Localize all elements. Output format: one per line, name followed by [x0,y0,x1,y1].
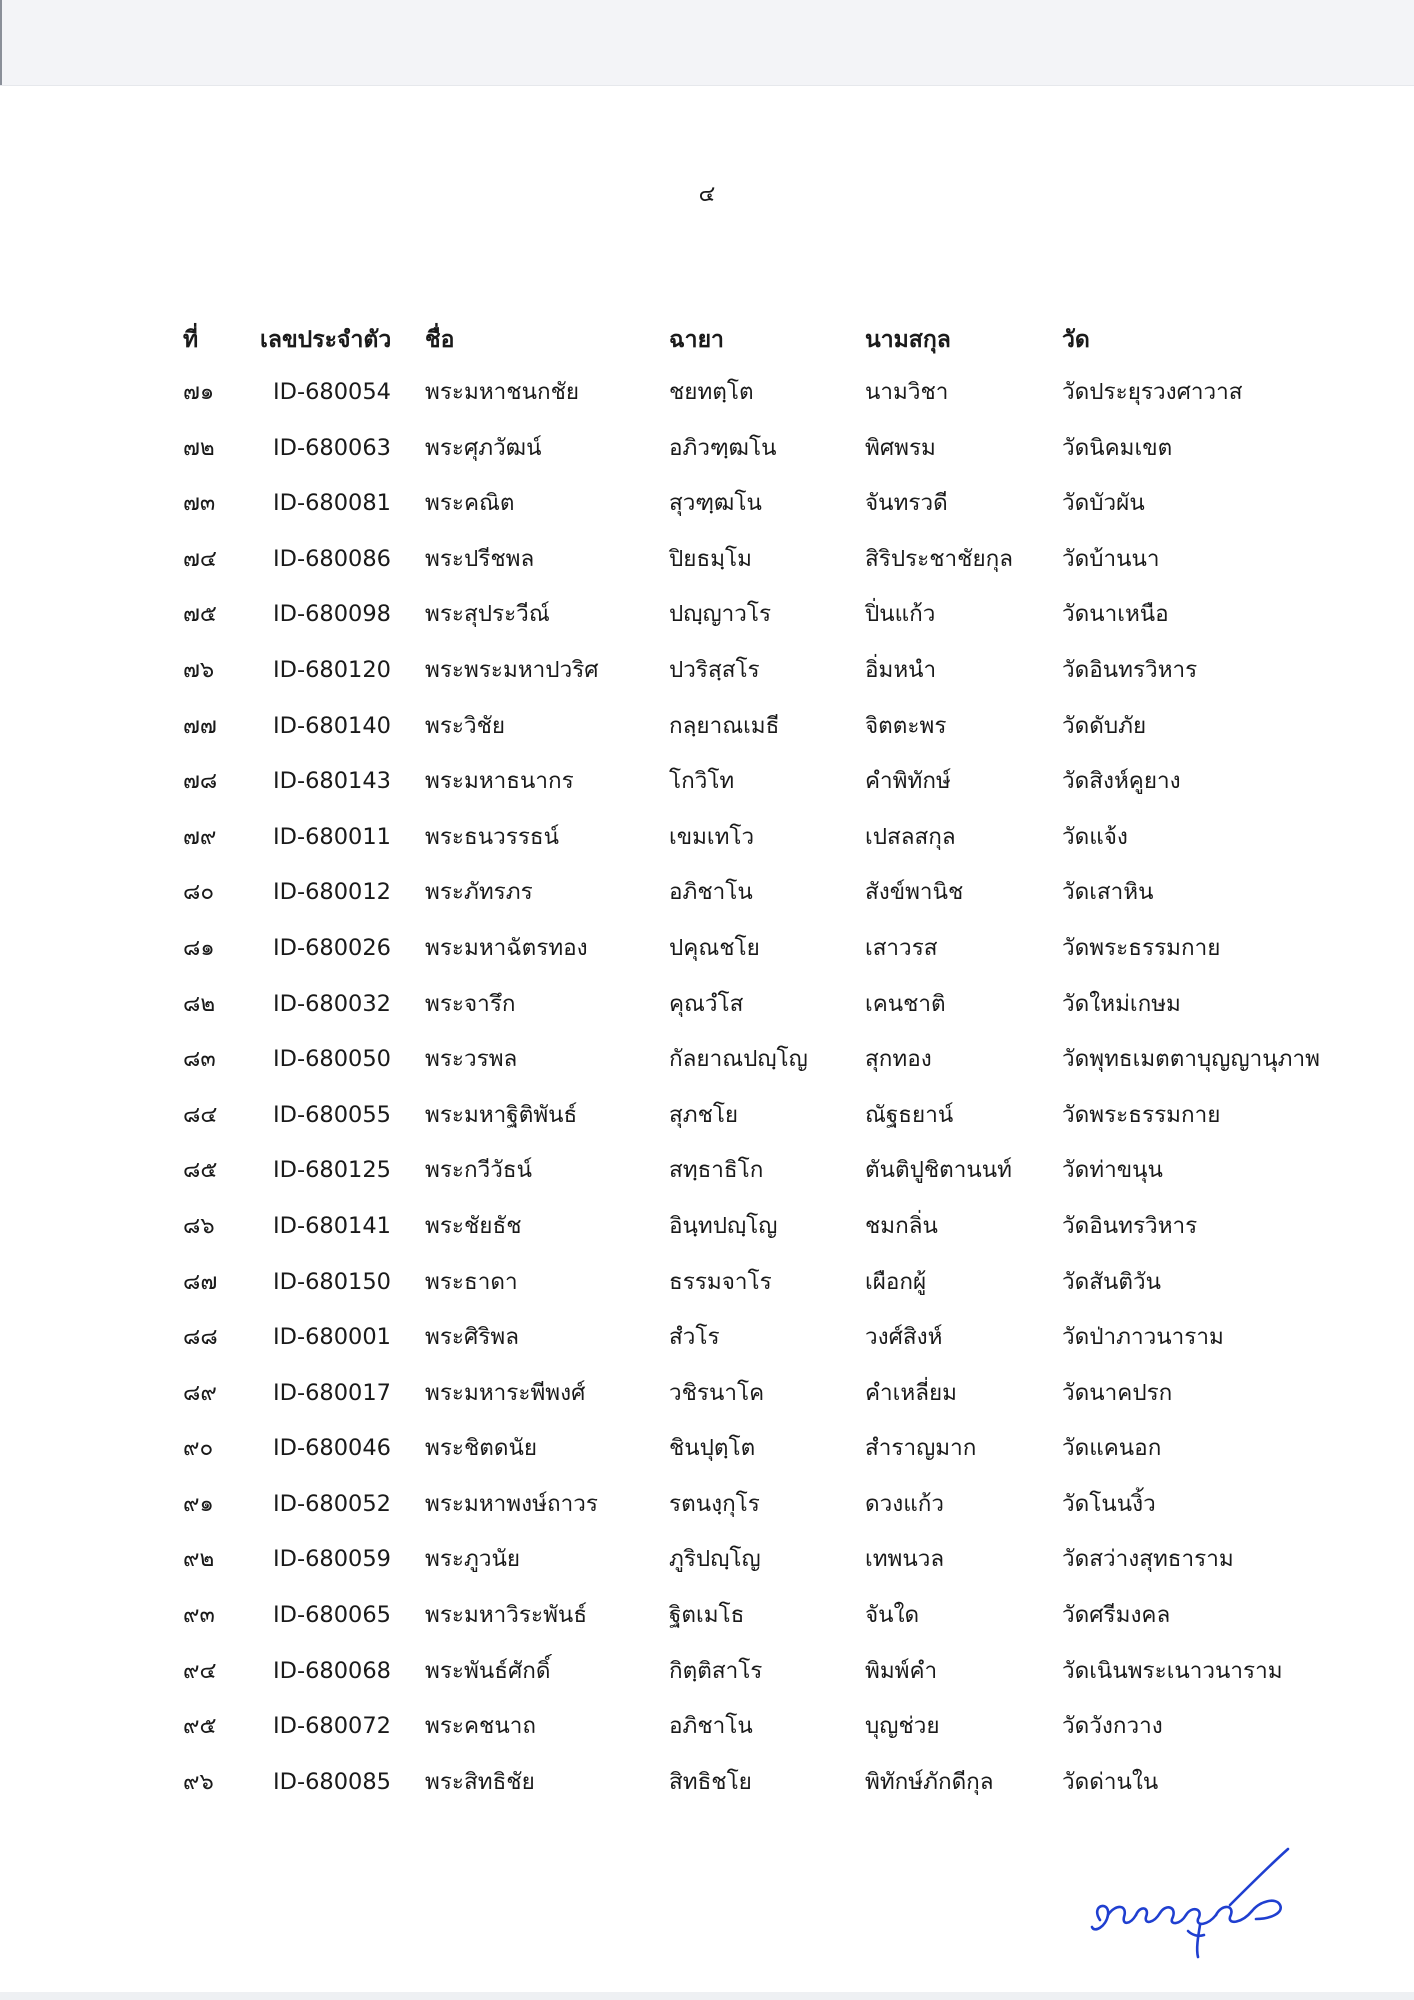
row-alias: อินฺทปญฺโญ [669,1212,778,1239]
row-surname: เสาวรส [865,934,938,961]
row-name: พระมหาฐิติพันธ์ [425,1101,578,1128]
table-row [183,822,1333,878]
row-name: พระสิทธิชัย [425,1768,535,1795]
row-surname: เผือกผู้ [865,1268,927,1295]
row-no: ๗๙ [183,823,217,850]
row-id: ID-680086 [273,545,391,572]
row-no: ๘๔ [183,1101,218,1128]
row-alias: สิทธิชโย [669,1768,752,1795]
row-id: ID-680140 [273,712,391,739]
table-header-row [183,325,1333,377]
header-id: เลขประจำตัว [260,327,392,353]
row-no: ๙๔ [183,1657,217,1684]
scan-bottom-margin [0,1992,1414,2000]
row-surname: พิมพ์คำ [865,1657,938,1684]
row-temple: วัดบัวผัน [1062,490,1145,517]
row-name: พระมหาชนกชัย [425,379,580,405]
row-id: ID-680085 [273,1768,391,1795]
row-no: ๘๙ [183,1379,217,1406]
row-alias: ปิยธมฺโม [669,545,752,572]
table-row [183,989,1333,1045]
row-id: ID-680032 [273,990,391,1017]
row-alias: สทฺธาธิโก [669,1157,764,1184]
row-id: ID-680011 [273,823,391,850]
row-no: ๙๒ [183,1546,215,1573]
row-alias: อภิชาโน [669,879,753,906]
row-no: ๗๖ [183,656,215,683]
row-surname: พิศพรม [865,434,936,461]
row-name: พระมหาพงษ์ถาวร [425,1490,598,1517]
table-row [183,933,1333,989]
row-temple: วัดใหม่เกษม [1062,990,1181,1017]
table-row [183,377,1333,433]
row-name: พระมหาวิระพันธ์ [425,1602,588,1629]
header-temple: วัด [1062,327,1090,353]
row-alias: ปวริสฺสโร [669,656,760,683]
row-no: ๘๑ [183,934,215,961]
row-id: ID-680050 [273,1046,391,1073]
row-surname: ดวงแก้ว [865,1490,944,1517]
row-alias: ปญฺญาวโร [669,601,772,628]
table-row [183,766,1333,822]
row-no: ๘๒ [183,990,216,1017]
row-name: พระพันธ์ศักดิ์ [425,1657,551,1684]
row-no: ๘๕ [183,1157,218,1184]
row-surname: เคนชาติ [865,990,946,1017]
scan-left-edge [0,0,2,85]
row-id: ID-680065 [273,1602,391,1629]
row-name: พระชิตดนัย [425,1435,538,1462]
row-id: ID-680001 [273,1324,391,1351]
row-alias: วชิรนาโค [669,1379,765,1406]
row-temple: วัดแจ้ง [1062,823,1128,850]
row-temple: วัดอินทรวิหาร [1062,656,1198,683]
row-no: ๘๐ [183,879,215,906]
row-name: พระมหาระพีพงศ์ [425,1379,586,1406]
table-row [183,1267,1333,1323]
row-alias: กัลยาณปญฺโญ [669,1046,808,1073]
row-surname: คำเหลี่ยม [865,1379,958,1406]
row-alias: ชินปุตฺโต [669,1435,756,1462]
row-temple: วัดบ้านนา [1062,545,1160,572]
row-surname: พิทักษ์ภักดีกุล [865,1768,994,1795]
row-id: ID-680026 [273,934,391,961]
row-temple: วัดศรีมงคล [1062,1602,1171,1629]
row-no: ๗๘ [183,768,218,795]
row-id: ID-680055 [273,1101,391,1128]
table-row [183,1489,1333,1545]
row-temple: วัดเสาหิน [1062,879,1154,906]
row-name: พระวรพล [425,1046,518,1073]
row-name: พระธาดา [425,1268,518,1295]
table-row [183,655,1333,711]
row-name: พระชัยธัช [425,1212,522,1239]
row-id: ID-680012 [273,879,391,906]
row-alias: อภิชาโน [669,1713,753,1740]
row-id: ID-680054 [273,379,391,405]
row-no: ๗๔ [183,545,217,572]
row-temple: วัดสิงห์คูยาง [1062,768,1181,795]
row-surname: ชมกลิ่น [865,1212,938,1239]
row-alias: ธรรมจาโร [669,1268,772,1295]
row-alias: สุภชโย [669,1101,739,1128]
row-temple: วัดประยุรวงศาวาส [1062,379,1243,405]
row-surname: ณัฐธยาน์ [865,1101,954,1128]
row-surname: อิ่มหนำ [865,656,937,683]
row-surname: เทพนวล [865,1546,945,1573]
row-alias: รตนงฺกุโร [669,1490,760,1517]
row-no: ๙๖ [183,1768,214,1795]
row-name: พระคณิต [425,490,515,517]
row-no: ๙๓ [183,1602,215,1629]
row-id: ID-680141 [273,1212,391,1239]
row-id: ID-680125 [273,1157,391,1184]
row-temple: วัดด่านใน [1062,1768,1159,1795]
row-name: พระมหาฉัตรทอง [425,934,588,961]
row-name: พระศิริพล [425,1324,519,1351]
row-id: ID-680120 [273,656,391,683]
header-no: ที่ [183,327,199,353]
row-no: ๗๓ [183,490,216,517]
row-surname: นามวิชา [865,379,949,405]
row-alias: ชยทตฺโต [669,379,754,405]
row-temple: วัดป่าภาวนาราม [1062,1324,1224,1351]
row-name: พระจารึก [425,990,516,1017]
row-id: ID-680072 [273,1713,391,1740]
row-id: ID-680150 [273,1268,391,1295]
row-no: ๘๘ [183,1324,218,1351]
table-row [183,599,1333,655]
row-surname: วงศ์สิงห์ [865,1324,943,1351]
row-id: ID-680059 [273,1546,391,1573]
row-temple: วัดอินทรวิหาร [1062,1212,1198,1239]
row-name: พระปรีชพล [425,545,535,572]
table-row [183,1767,1333,1823]
row-no: ๘๖ [183,1212,215,1239]
row-surname: บุญช่วย [865,1713,940,1740]
row-no: ๘๗ [183,1268,218,1295]
row-temple: วัดท่าขนุน [1062,1157,1163,1184]
row-id: ID-680068 [273,1657,391,1684]
signature-image [1080,1845,1300,1965]
row-alias: ปคุณชโย [669,934,760,961]
table-row [183,488,1333,544]
row-no: ๙๐ [183,1435,214,1462]
row-temple: วัดวังกวาง [1062,1713,1163,1740]
row-no: ๗๗ [183,712,217,739]
row-temple: วัดแคนอก [1062,1435,1162,1462]
row-temple: วัดเนินพระเนาวนาราม [1062,1657,1283,1684]
row-no: ๙๑ [183,1490,214,1517]
header-surname: นามสกุล [865,327,951,353]
row-alias: กลฺยาณเมธี [669,712,780,739]
row-name: พระภูวนัย [425,1546,521,1573]
row-name: พระสุประวีณ์ [425,601,550,628]
row-name: พระศุภวัฒน์ [425,434,542,461]
table-row [183,1711,1333,1767]
row-alias: โกวิโท [669,768,735,795]
row-id: ID-680046 [273,1435,391,1462]
row-no: ๘๓ [183,1046,216,1073]
row-alias: ภูริปญฺโญ [669,1546,761,1573]
table-row [183,1044,1333,1100]
row-temple: วัดพระธรรมกาย [1062,934,1221,961]
header-name: ชื่อ [425,327,455,353]
table-row [183,544,1333,600]
table-row [183,711,1333,767]
row-alias: อภิวฑฺฒโน [669,434,777,461]
row-id: ID-680052 [273,1490,391,1517]
row-name: พระพระมหาปวริศ [425,656,599,683]
row-surname: สุกทอง [865,1046,932,1073]
table-row [183,1322,1333,1378]
page-number: ๔ [698,182,716,207]
row-name: พระมหาธนากร [425,768,574,795]
row-temple: วัดนาคปรก [1062,1379,1173,1406]
row-name: พระวิชัย [425,712,506,739]
table-row [183,877,1333,933]
row-id: ID-680081 [273,490,391,517]
row-surname: เปสลสกุล [865,823,956,850]
row-surname: จันใด [865,1602,920,1629]
row-name: พระธนวรรธน์ [425,823,560,850]
row-temple: วัดโนนงิ้ว [1062,1490,1156,1517]
header-alias: ฉายา [669,327,724,353]
row-no: ๗๒ [183,434,215,461]
row-alias: เขมเทโว [669,823,755,850]
table-row [183,1600,1333,1656]
row-alias: สุวฑฺฒโน [669,490,762,517]
table-row [183,1211,1333,1267]
scan-top-margin [0,0,1414,86]
row-surname: สิริประชาชัยกุล [865,545,1014,572]
row-name: พระคชนาถ [425,1713,536,1740]
row-surname: สังข์พานิช [865,879,964,906]
row-no: ๙๕ [183,1713,217,1740]
row-temple: วัดสันติวัน [1062,1268,1161,1295]
table-row [183,1544,1333,1600]
row-temple: วัดพระธรรมกาย [1062,1101,1221,1128]
row-name: พระภัทรภร [425,879,533,906]
row-name: พระกวีวัธน์ [425,1157,533,1184]
table-row [183,1656,1333,1712]
signature-strokes [1092,1849,1288,1957]
table-row [183,1100,1333,1156]
table-row [183,433,1333,489]
table-row [183,1378,1333,1434]
row-temple: วัดนิคมเขต [1062,434,1173,461]
row-surname: จันทรวดี [865,490,948,517]
row-id: ID-680017 [273,1379,391,1406]
row-no: ๗๕ [183,601,217,628]
table-row [183,1433,1333,1489]
row-id: ID-680063 [273,434,391,461]
row-surname: ตันติปูชิตานนท์ [865,1157,1012,1184]
table-row [183,1155,1333,1211]
row-alias: กิตฺติสาโร [669,1657,763,1684]
row-surname: จิตตะพร [865,712,947,739]
row-temple: วัดพุทธเมตตาบุญญานุภาพ [1062,1046,1320,1073]
roster-table [183,325,1333,1822]
row-alias: ฐิตเมโธ [669,1602,745,1629]
row-id: ID-680143 [273,768,391,795]
row-id: ID-680098 [273,601,391,628]
row-temple: วัดดับภัย [1062,712,1147,739]
row-surname: ปิ่นแก้ว [865,601,936,628]
row-no: ๗๑ [183,379,215,405]
table-body [183,377,1333,1822]
row-alias: สํวโร [669,1324,720,1351]
row-alias: คุณวํโส [669,990,744,1017]
row-surname: สำราญมาก [865,1435,977,1462]
row-temple: วัดสว่างสุทธาราม [1062,1546,1234,1573]
row-surname: คำพิทักษ์ [865,768,951,795]
row-temple: วัดนาเหนือ [1062,601,1169,628]
